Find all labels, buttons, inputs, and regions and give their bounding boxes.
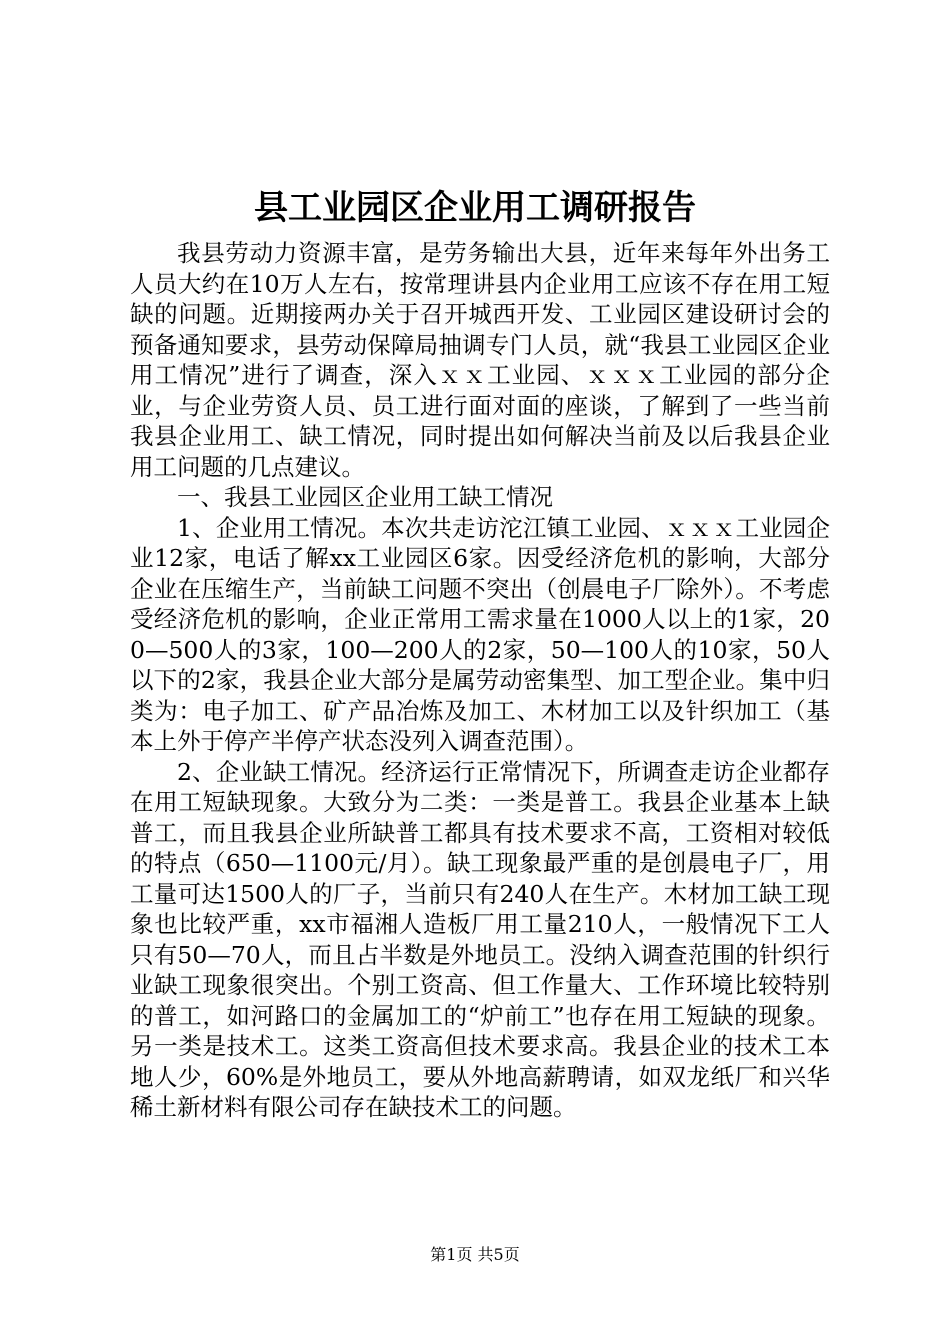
- paragraph-intro: 我县劳动力资源丰富，是劳务输出大县，近年来每年外出务工人员大约在10万人左右，按常理讲县内企业用工应该不存在用工短缺的问题。近期接两办关于召开城西开发、工业园区建设研讨会的预备通知要求，县劳动保障局抽调专门人员，就“我县工业园区企业用工情况”进行了调查，深入ｘｘ工业园、ｘｘｘ工业园的部分企业，与企业劳资人员、员工进行面对面的座谈，了解到了一些当前我县企业用工、缺工情况，同时提出如何解决当前及以后我县企业用工问题的几点建议。: [130, 239, 830, 481]
- page-number-footer: 第1页 共5页: [430, 1245, 520, 1264]
- document-title: 县工业园区企业用工调研报告: [254, 188, 696, 228]
- paragraph-employment: 1、企业用工情况。本次共走访沱江镇工业园、ｘｘｘ工业园企业12家，电话了解xx工业园区6家。因受经济危机的影响，大部分企业在压缩生产，当前缺工问题不突出（创晨电子厂除外）。不考虑受经济危机的影响，企业正常用工需求量在1000人以上的1家，200—500人的3家，100—200人的2家，50—100人的10家，50人以下的2家，我县企业大部分是属劳动密集型、加工型企业。集中归类为：电子加工、矿产品冶炼及加工、木材加工以及针织加工（基本上外于停产半停产状态没列入调查范围）。: [130, 513, 830, 755]
- document-body: [130, 238, 830, 1123]
- section-heading-1: 一、我县工业园区企业用工缺工情况: [177, 483, 553, 511]
- paragraph-shortage: 2、企业缺工情况。经济运行正常情况下，所调查走访企业都存在用工短缺现象。大致分为二类：一类是普工。我县企业基本上缺普工，而且我县企业所缺普工都具有技术要求不高，工资相对较低的特点（650—1100元/月）。缺工现象最严重的是创晨电子厂，用工量可达1500人的厂子，当前只有240人在生产。木材加工缺工现象也比较严重，xx市福湘人造板厂用工量210人，一般情况下工人只有50—70人，而且占半数是外地员工。没纳入调查范围的针织行业缺工现象很突出。个别工资高、但工作量大、工作环境比较特别的普工，如河路口的金属加工的“炉前工”也存在用工短缺的现象。另一类是技术工。这类工资高但技术要求高。我县企业的技术工本地人少，60%是外地员工，要从外地高薪聘请，如双龙纸厂和兴华稀土新材料有限公司存在缺技术工的问题。: [130, 757, 830, 1121]
